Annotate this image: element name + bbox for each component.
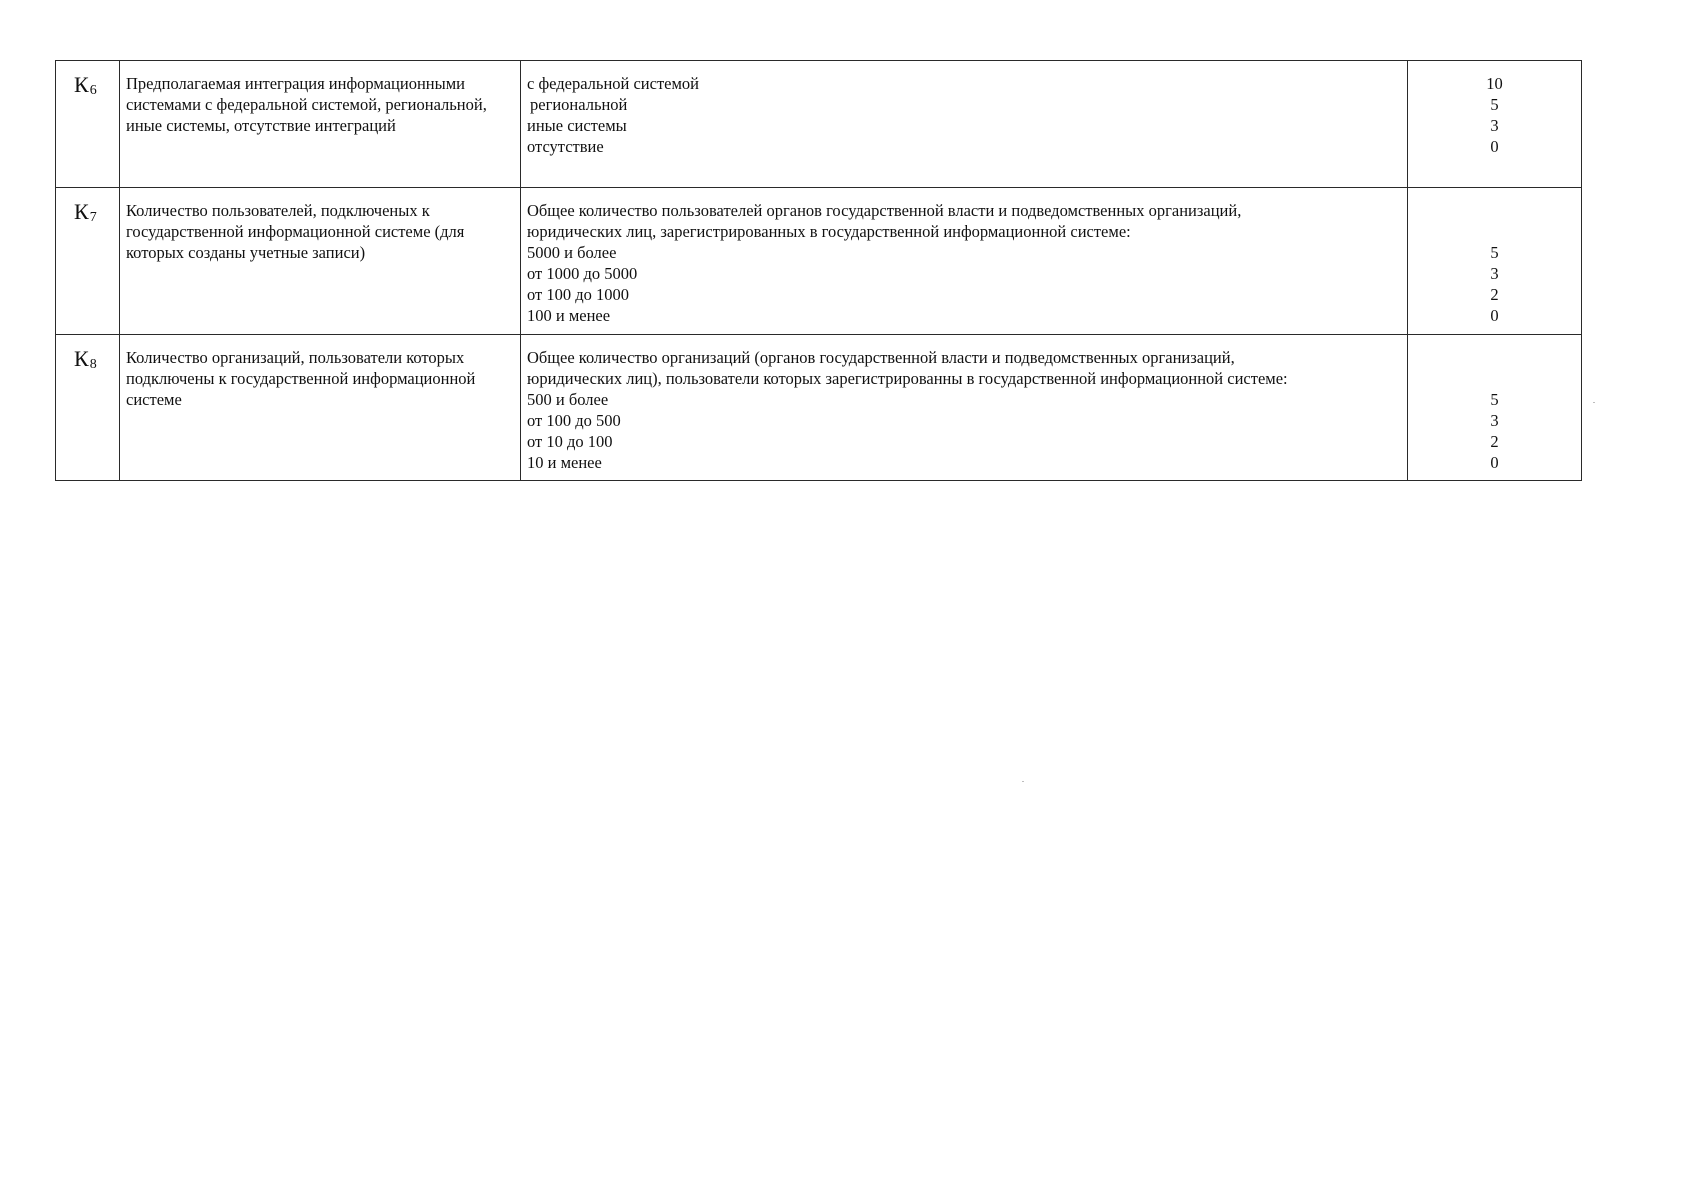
option-line: с федеральной системой [527,74,700,93]
criterion-description [521,61,1407,163]
score-value: 5 [1490,390,1499,409]
score-cell [1408,188,1582,335]
code-cell [56,61,120,188]
score-value: 3 [1490,411,1499,430]
score-list [1408,188,1581,332]
name-cell [120,61,521,188]
score-value: 5 [1490,243,1499,262]
criterion-name: Количество организаций, пользователи которых подключены к государственной информационной системе [126,348,476,409]
table-row [56,188,1582,335]
option-line: от 10 до 100 [527,432,613,451]
criterion-name: Количество пользователей, подключеных к государственной информационной системе (для которых созданы учетные записи) [126,201,465,262]
criterion-code: К6 [74,72,97,98]
option-line: от 1000 до 5000 [527,264,638,283]
name-cell [120,335,521,481]
score-value: 2 [1490,285,1499,304]
option-line: 5000 и более [527,243,617,262]
score-list [1408,61,1581,163]
table-row [56,335,1582,481]
scan-speck [1593,402,1595,403]
score-value: 0 [1490,306,1499,325]
option-line: отсутствие [527,137,604,156]
score-value: 0 [1490,453,1499,472]
description-intro-line: Общее количество организаций (органов государственной власти и подведомственных организаций, [527,348,1235,367]
description-intro-line: юридических лиц), пользователи которых зарегистрированны в государственной информационной системе: [527,369,1288,388]
description-intro-line: юридических лиц, зарегистрированных в государственной информационной системе: [527,222,1131,241]
criteria-table [55,60,1582,481]
option-line: иные системы [527,116,627,135]
option-line: региональной [530,95,628,114]
code-cell [56,335,120,481]
criterion-description [521,188,1407,332]
criterion-name: Предполагаемая интеграция информационными системами с федеральной системой, региональной, иные системы, отсутствие интеграций [126,74,487,135]
option-line: от 100 до 1000 [527,285,630,304]
scan-speck [1022,781,1024,782]
criterion-code: К8 [74,346,97,372]
table-row [56,61,1582,188]
option-line: 100 и менее [527,306,611,325]
criterion-description [521,335,1407,479]
score-value: 0 [1490,137,1499,156]
score-value: 10 [1486,74,1503,93]
score-cell [1408,61,1582,188]
score-value: 3 [1490,264,1499,283]
option-line: 10 и менее [527,453,602,472]
description-cell [521,188,1408,335]
option-line: от 100 до 500 [527,411,621,430]
score-cell [1408,335,1582,481]
option-line: 500 и более [527,390,609,409]
name-cell [120,188,521,335]
code-cell [56,188,120,335]
score-value: 2 [1490,432,1499,451]
description-cell [521,335,1408,481]
score-value: 3 [1490,116,1499,135]
description-cell [521,61,1408,188]
description-intro-line: Общее количество пользователей органов государственной власти и подведомственных организаций, [527,201,1242,220]
score-value: 5 [1490,95,1499,114]
score-list [1408,335,1581,479]
criterion-code: К7 [74,199,97,225]
